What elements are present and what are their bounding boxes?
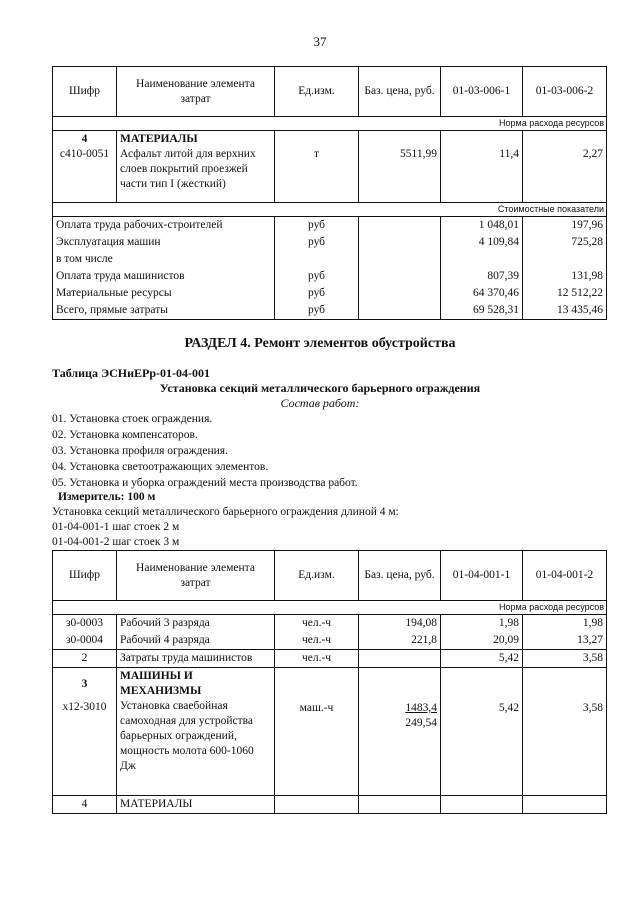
cost-unit: руб [275, 234, 359, 251]
cost-unit: руб [275, 285, 359, 302]
cost-unit: руб [275, 302, 359, 320]
work-item: 01. Установка стоек ограждения. [52, 413, 213, 425]
header-unit: Ед.изм. [275, 67, 359, 117]
cost-name: Всего, прямые затраты [53, 302, 275, 320]
resource-price: 5511,99 [400, 148, 437, 160]
labor-code: з0-0003 [53, 615, 117, 633]
resource-value-2: 2,27 [582, 148, 603, 160]
header-base-price: Баз. цена, руб. [359, 551, 441, 601]
cost-value-2: 725,28 [523, 234, 607, 251]
labor-unit: чел.-ч [275, 632, 359, 650]
labor-value-1: 1,98 [441, 615, 523, 633]
resource-name: Асфальт литой для верхних слоев покрытий проезжей части тип I (жесткий) [120, 148, 256, 190]
machinist-unit: чел.-ч [275, 650, 359, 668]
measure: Измеритель: 100 м [58, 491, 156, 503]
machinist-name: Затраты труда машинистов [117, 650, 275, 668]
cost-name: Оплата труда машинистов [53, 268, 275, 285]
header-base-price: Баз. цена, руб. [359, 67, 441, 117]
section-title: МАТЕРИАЛЫ [120, 133, 198, 145]
work-item: 05. Установка и уборка ограждений места производства работ. [52, 477, 358, 489]
section-number: 4 [81, 133, 88, 145]
cost-value-1: 69 528,31 [441, 302, 523, 320]
machinist-value-2: 3,58 [523, 650, 607, 668]
resource-unit: т [313, 148, 320, 160]
materials-title: МАТЕРИАЛЫ [117, 796, 275, 814]
cost-value-1: 4 109,84 [441, 234, 523, 251]
cost-value-2: 197,96 [523, 217, 607, 235]
description: Установка секций металлического барьерного ограждения длиной 4 м: [52, 506, 399, 518]
labor-unit: чел.-ч [275, 615, 359, 633]
labor-code: з0-0004 [53, 632, 117, 650]
machines-title: МАШИНЫ И МЕХАНИЗМЫ [120, 670, 202, 697]
header-col1: 01-04-001-1 [441, 551, 523, 601]
work-item: 02. Установка компенсаторов. [52, 429, 198, 441]
table-title: Установка секций металлического барьерного ограждения [159, 381, 481, 395]
cost-unit: руб [275, 217, 359, 235]
labor-value-2: 1,98 [523, 615, 607, 633]
cost-value-1: 64 370,46 [441, 285, 523, 302]
machinist-value-1: 5,42 [441, 650, 523, 668]
machines-price: 1483,4 [405, 702, 437, 714]
machines-price-2: 249,54 [405, 717, 437, 729]
cost-name: Эксплуатация машин [53, 234, 275, 251]
cost-value-2: 12 512,22 [523, 285, 607, 302]
header-unit: Ед.изм. [275, 551, 359, 601]
header-code: Шифр [53, 67, 117, 117]
works-title: Состав работ: [280, 396, 360, 410]
header-code: Шифр [53, 551, 117, 601]
cost-value-2: 13 435,46 [523, 302, 607, 320]
table-label: Таблица ЭСНиЕРр-01-04-001 [52, 366, 211, 380]
resource-table-1 [52, 66, 607, 320]
labor-price: 194,08 [359, 615, 441, 633]
resource-code: с410-0051 [59, 148, 110, 160]
header-col2: 01-04-001-2 [523, 551, 607, 601]
norm-label: Норма расхода ресурсов [53, 117, 607, 131]
machinist-code: 2 [53, 650, 117, 668]
cost-unit: руб [275, 268, 359, 285]
work-item: 04. Установка светоотражающих элементов. [52, 461, 269, 473]
header-name: Наименование элемента затрат [117, 551, 275, 601]
norm-label: Норма расхода ресурсов [53, 601, 607, 615]
machines-number: 3 [81, 678, 88, 690]
machines-code: х12-3010 [62, 701, 107, 713]
cost-name: в том числе [53, 251, 275, 268]
machines-name: Установка сваебойная самоходная для устройства барьерных ограждений, мощность молота 600-1060 Дж [120, 700, 254, 772]
header-col2: 01-03-006-2 [523, 67, 607, 117]
variant-2: 01-04-001-2 шаг стоек 3 м [52, 536, 180, 548]
labor-value-1: 20,09 [441, 632, 523, 650]
page-number: 37 [313, 34, 327, 49]
labor-name: Рабочий 3 разряда [117, 615, 275, 633]
cost-label: Стоимостные показатели [53, 203, 607, 217]
labor-price: 221,8 [359, 632, 441, 650]
machines-value-1: 5,42 [498, 702, 519, 714]
cost-name: Материальные ресурсы [53, 285, 275, 302]
labor-name: Рабочий 4 разряда [117, 632, 275, 650]
resource-table-2 [52, 550, 607, 814]
cost-value-2: 131,98 [523, 268, 607, 285]
section-heading: РАЗДЕЛ 4. Ремонт элементов обустройства [184, 336, 456, 351]
cost-value-1: 1 048,01 [441, 217, 523, 235]
materials-number: 4 [53, 796, 117, 814]
header-name: Наименование элемента затрат [117, 67, 275, 117]
work-item: 03. Установка профиля ограждения. [52, 445, 228, 457]
cost-value-1: 807,39 [441, 268, 523, 285]
resource-value-1: 11,4 [499, 148, 519, 160]
machines-unit: маш.-ч [299, 702, 334, 714]
labor-value-2: 13,27 [523, 632, 607, 650]
header-col1: 01-03-006-1 [441, 67, 523, 117]
cost-name: Оплата труда рабочих-строителей [53, 217, 275, 235]
machines-value-2: 3,58 [582, 702, 603, 714]
variant-1: 01-04-001-1 шаг стоек 2 м [52, 521, 180, 533]
